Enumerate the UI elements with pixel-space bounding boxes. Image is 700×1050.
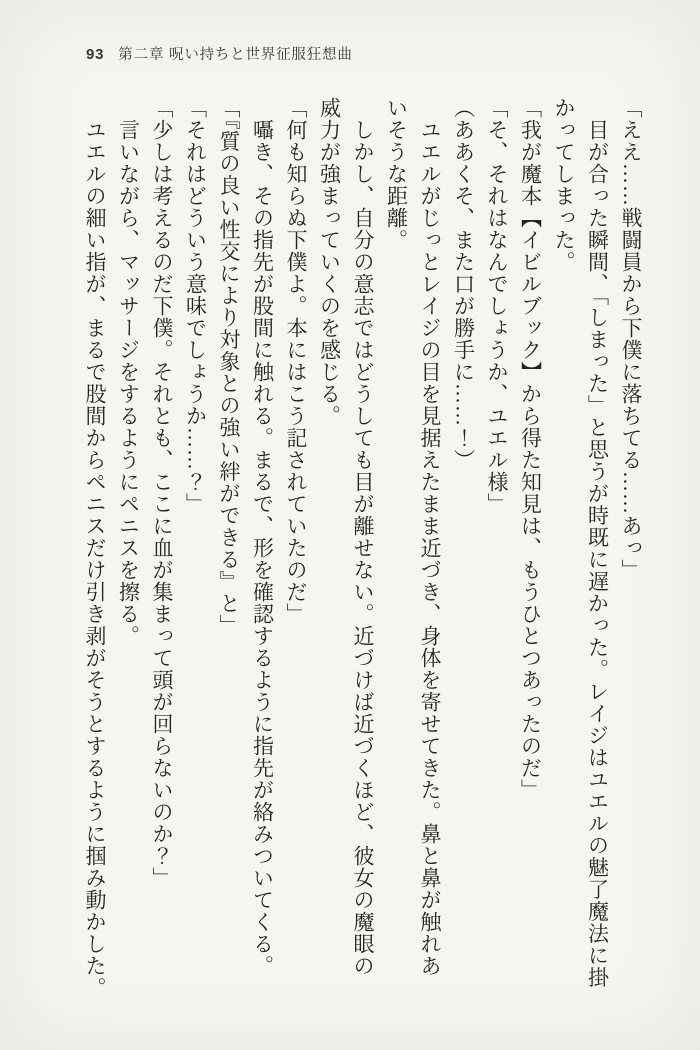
text-line: （ああくそ、また口が勝手に……！） — [451, 97, 476, 471]
vertical-text-block — [78, 97, 648, 1035]
page-header — [86, 43, 353, 64]
text-line: 目が合った瞬間、「しまった」と思うが時既に遅かった。レイジはユエルの魅了魔法に掛 — [585, 97, 610, 989]
text-line: 「ええ……戦闘員から下僕に落ちてる……あっ」 — [619, 97, 643, 581]
text-line: 囁き、その指先が股間に触れる。まるで、形を確認するように指先が絡みついてくる。 — [250, 97, 275, 977]
text-line: いそうな距離。 — [384, 97, 409, 251]
page-number: 93 — [86, 46, 105, 63]
text-line: 威力が強まっていくのを感じる。 — [317, 97, 342, 427]
text-line: ユエルがじっとレイジの目を見据えたまま近づき、身体を寄せてきた。鼻と鼻が触れあ — [418, 97, 442, 977]
text-line: 「我が魔本【イビルブック】から得た知見は、もうひとつあったのだ」 — [518, 97, 543, 801]
text-line: ユエルの細い指が、まるで股間からペニスだけ引き剥がそうとするように掴み動かした。 — [83, 97, 107, 999]
text-line: 「それはどういう意味でしょうか……？」 — [183, 97, 208, 515]
text-line: 「『質の良い性交により対象との強い絆ができる』と」 — [217, 97, 241, 637]
text-line: 「少しは考えるのだ下僕。それとも、ここに血が集まって頭が回らないのか？」 — [150, 97, 174, 889]
text-line: かってしまった。 — [552, 97, 576, 273]
chapter-title: 第二章 呪い持ちと世界征服狂想曲 — [118, 47, 353, 63]
text-line: 「そ、それはなんでしょうか、ユエル様」 — [485, 97, 509, 515]
text-line: しかし、自分の意志ではどうしても目が離せない。近づけば近づくほど、彼女の魔眼の — [351, 97, 375, 977]
text-line: 言いながら、マッサージをするようにペニスを擦る。 — [116, 97, 141, 647]
text-line: 「何も知らぬ下僕よ。本にはこう記されていたのだ」 — [284, 97, 308, 625]
